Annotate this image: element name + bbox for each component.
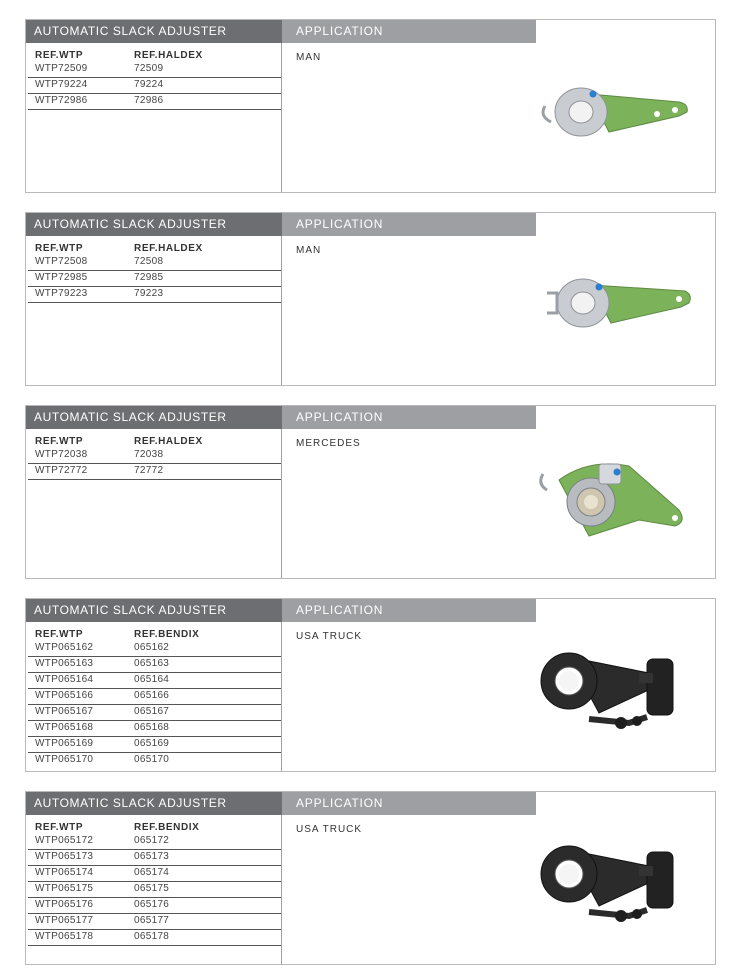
ref-wtp: WTP79224 xyxy=(35,79,88,90)
ref-oem: 79223 xyxy=(134,288,164,299)
green-slack-adjuster-icon xyxy=(529,64,699,174)
table-row xyxy=(28,721,281,737)
ref-oem: 72038 xyxy=(134,449,164,460)
product-panel xyxy=(25,19,716,193)
table-row xyxy=(28,464,281,480)
table-row xyxy=(28,78,281,94)
col-ref-oem: REF.BENDIX xyxy=(134,822,200,833)
product-panel xyxy=(25,405,716,579)
col-ref-oem: REF.BENDIX xyxy=(134,629,200,640)
black-slack-adjuster-icon xyxy=(529,836,699,946)
ref-wtp: WTP065175 xyxy=(35,883,94,894)
table-row xyxy=(28,62,281,78)
ref-wtp: WTP72038 xyxy=(35,449,88,460)
ref-oem: 065174 xyxy=(134,867,170,878)
table-row xyxy=(28,255,281,271)
product-panel xyxy=(25,212,716,386)
table-row xyxy=(28,834,281,850)
ref-wtp: WTP065173 xyxy=(35,851,94,862)
table-header xyxy=(28,629,281,641)
panel-title: AUTOMATIC SLACK ADJUSTER xyxy=(26,20,282,43)
col-ref-oem: REF.HALDEX xyxy=(134,436,203,447)
ref-oem: 065163 xyxy=(134,658,170,669)
ref-oem: 065170 xyxy=(134,754,170,765)
ref-oem: 065173 xyxy=(134,851,170,862)
col-ref-wtp: REF.WTP xyxy=(35,50,84,61)
reference-table xyxy=(28,50,281,110)
table-row xyxy=(28,705,281,721)
table-row xyxy=(28,657,281,673)
table-row xyxy=(28,641,281,657)
reference-table xyxy=(28,436,281,480)
table-row xyxy=(28,866,281,882)
application-header: APPLICATION xyxy=(282,792,536,815)
black-slack-adjuster-icon xyxy=(529,643,699,753)
ref-oem: 72772 xyxy=(134,465,164,476)
ref-wtp: WTP065177 xyxy=(35,915,94,926)
table-row xyxy=(28,850,281,866)
table-row xyxy=(28,898,281,914)
product-panel xyxy=(25,598,716,772)
table-header xyxy=(28,50,281,62)
ref-wtp: WTP065172 xyxy=(35,835,94,846)
ref-wtp: WTP065176 xyxy=(35,899,94,910)
ref-wtp: WTP72772 xyxy=(35,465,88,476)
application-value: USA TRUCK xyxy=(296,631,363,642)
table-row xyxy=(28,287,281,303)
ref-wtp: WTP065163 xyxy=(35,658,94,669)
ref-wtp: WTP79223 xyxy=(35,288,88,299)
product-panel xyxy=(25,791,716,965)
ref-wtp: WTP72986 xyxy=(35,95,88,106)
ref-wtp: WTP065178 xyxy=(35,931,94,942)
col-ref-oem: REF.HALDEX xyxy=(134,243,203,254)
table-header xyxy=(28,822,281,834)
ref-oem: 065166 xyxy=(134,690,170,701)
ref-oem: 065164 xyxy=(134,674,170,685)
column-divider xyxy=(281,622,282,771)
table-row xyxy=(28,882,281,898)
ref-wtp: WTP72985 xyxy=(35,272,88,283)
application-header: APPLICATION xyxy=(282,406,536,429)
table-row xyxy=(28,930,281,946)
ref-wtp: WTP065166 xyxy=(35,690,94,701)
application-value: MERCEDES xyxy=(296,438,361,449)
green-slack-adjuster-icon xyxy=(529,450,699,560)
table-row xyxy=(28,673,281,689)
ref-wtp: WTP065162 xyxy=(35,642,94,653)
table-row xyxy=(28,448,281,464)
ref-oem: 065177 xyxy=(134,915,170,926)
ref-oem: 79224 xyxy=(134,79,164,90)
ref-wtp: WTP065167 xyxy=(35,706,94,717)
table-header xyxy=(28,436,281,448)
application-value: MAN xyxy=(296,245,322,256)
panel-title: AUTOMATIC SLACK ADJUSTER xyxy=(26,213,282,236)
ref-wtp: WTP065168 xyxy=(35,722,94,733)
table-row xyxy=(28,737,281,753)
ref-wtp: WTP72508 xyxy=(35,256,88,267)
column-divider xyxy=(281,236,282,385)
reference-table xyxy=(28,629,281,769)
table-row xyxy=(28,689,281,705)
col-ref-wtp: REF.WTP xyxy=(35,629,84,640)
column-divider xyxy=(281,429,282,578)
green-slack-adjuster-icon xyxy=(529,257,699,367)
col-ref-wtp: REF.WTP xyxy=(35,436,84,447)
panel-title: AUTOMATIC SLACK ADJUSTER xyxy=(26,406,282,429)
panel-title: AUTOMATIC SLACK ADJUSTER xyxy=(26,792,282,815)
column-divider xyxy=(281,43,282,192)
ref-wtp: WTP065170 xyxy=(35,754,94,765)
column-divider xyxy=(281,815,282,964)
table-row xyxy=(28,271,281,287)
ref-oem: 065168 xyxy=(134,722,170,733)
ref-oem: 72508 xyxy=(134,256,164,267)
ref-wtp: WTP72509 xyxy=(35,63,88,74)
ref-oem: 065167 xyxy=(134,706,170,717)
reference-table xyxy=(28,243,281,303)
application-value: USA TRUCK xyxy=(296,824,363,835)
ref-wtp: WTP065174 xyxy=(35,867,94,878)
ref-oem: 065176 xyxy=(134,899,170,910)
application-header: APPLICATION xyxy=(282,213,536,236)
ref-oem: 065175 xyxy=(134,883,170,894)
panel-title: AUTOMATIC SLACK ADJUSTER xyxy=(26,599,282,622)
ref-oem: 72985 xyxy=(134,272,164,283)
col-ref-oem: REF.HALDEX xyxy=(134,50,203,61)
application-header: APPLICATION xyxy=(282,599,536,622)
ref-oem: 065169 xyxy=(134,738,170,749)
table-row xyxy=(28,753,281,769)
application-header: APPLICATION xyxy=(282,20,536,43)
table-row xyxy=(28,94,281,110)
table-header xyxy=(28,243,281,255)
ref-wtp: WTP065164 xyxy=(35,674,94,685)
table-row xyxy=(28,914,281,930)
ref-wtp: WTP065169 xyxy=(35,738,94,749)
col-ref-wtp: REF.WTP xyxy=(35,243,84,254)
ref-oem: 065178 xyxy=(134,931,170,942)
ref-oem: 72986 xyxy=(134,95,164,106)
col-ref-wtp: REF.WTP xyxy=(35,822,84,833)
ref-oem: 72509 xyxy=(134,63,164,74)
ref-oem: 065172 xyxy=(134,835,170,846)
ref-oem: 065162 xyxy=(134,642,170,653)
reference-table xyxy=(28,822,281,946)
application-value: MAN xyxy=(296,52,322,63)
